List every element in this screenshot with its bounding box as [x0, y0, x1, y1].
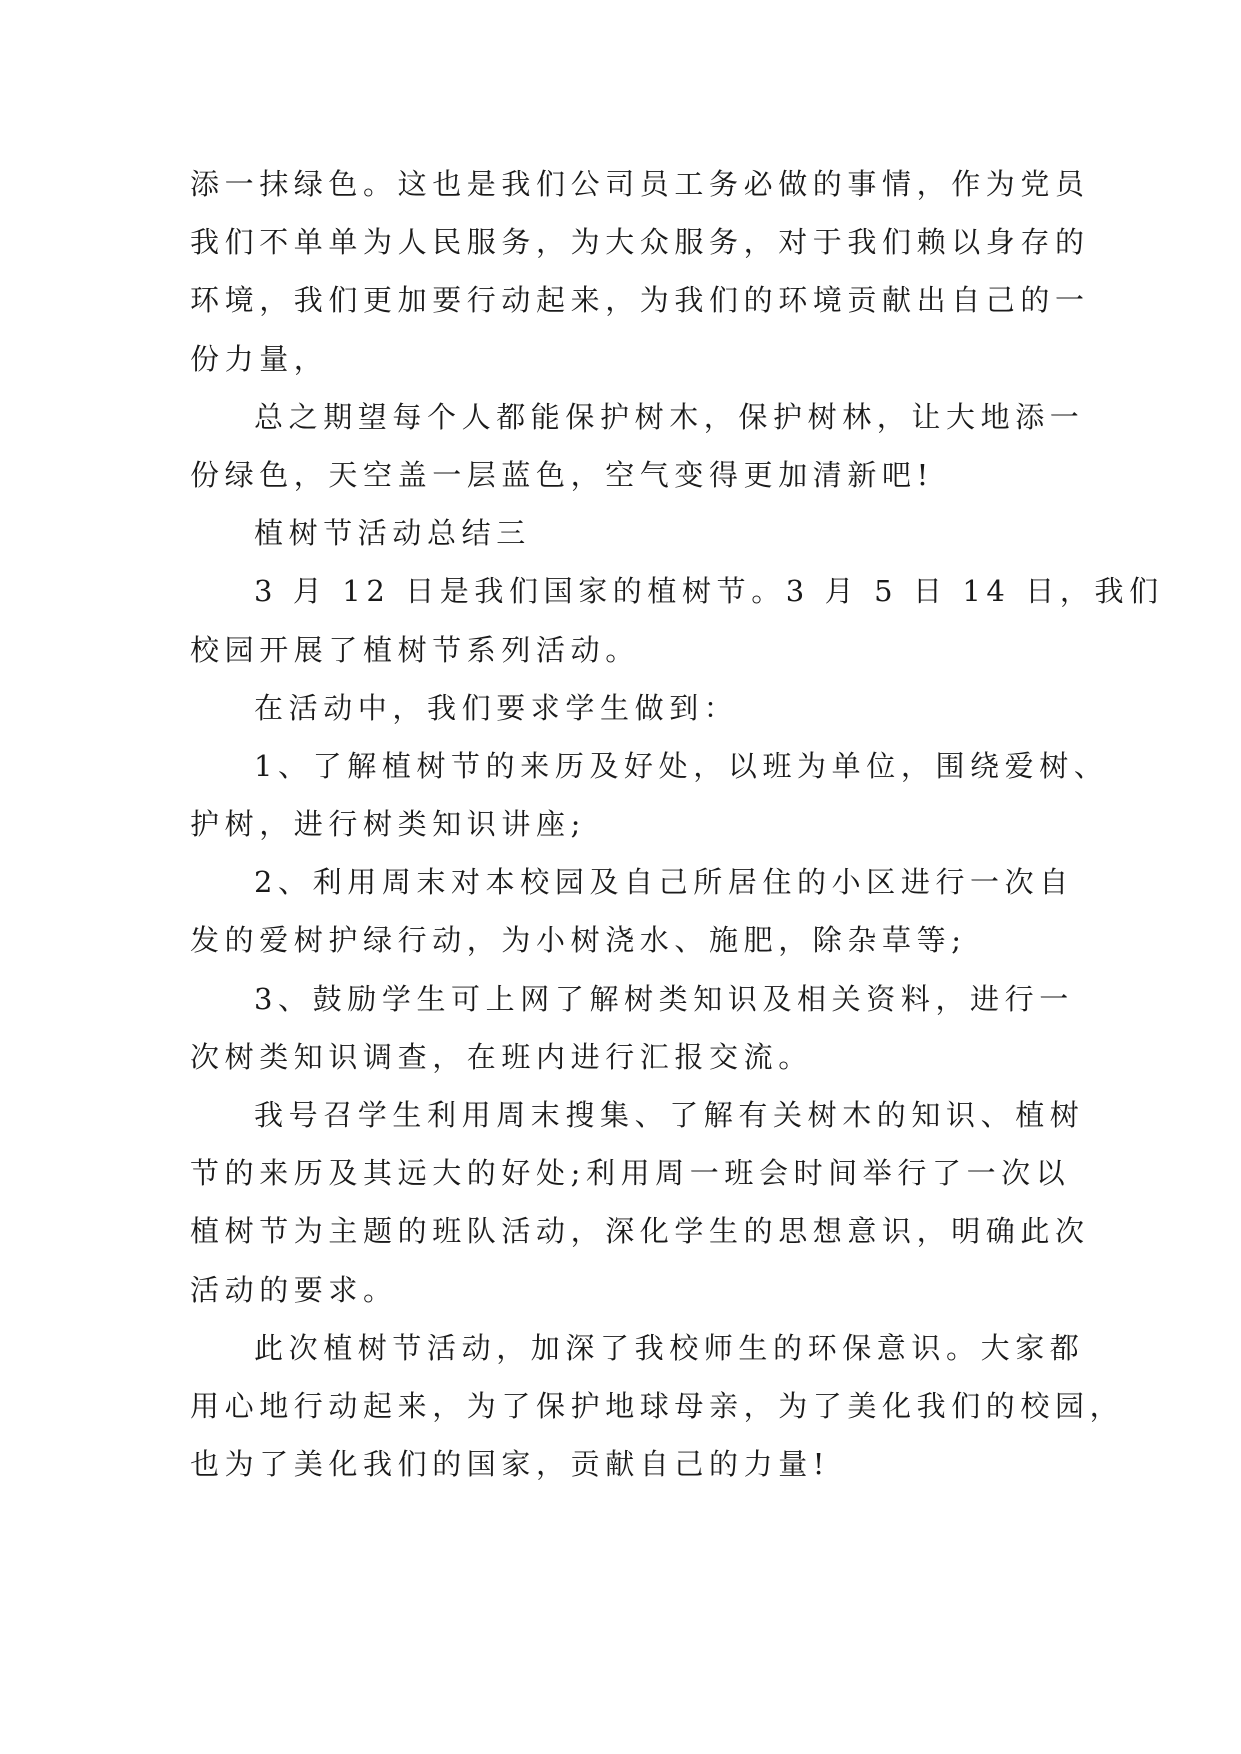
document-page [190, 155, 1164, 1493]
text-line: 份绿色，天空盖一层蓝色，空气变得更加清新吧! [190, 457, 934, 492]
text-line: 环境，我们更加要行动起来，为我们的环境贡献出自己的一 [190, 283, 1090, 318]
text-line: 用心地行动起来，为了保护地球母亲，为了美化我们的校园， [190, 1388, 1125, 1423]
text-line: 在活动中，我们要求学生做到： [254, 690, 739, 725]
text-line: 校园开展了植树节系列活动。 [190, 632, 640, 667]
text-line: 护树，进行树类知识讲座; [190, 807, 586, 842]
text-line: 也为了美化我们的国家，贡献自己的力量! [190, 1447, 831, 1482]
text-line: 活动的要求。 [190, 1272, 398, 1307]
text-line: 此次植树节活动，加深了我校师生的环保意识。大家都 [254, 1330, 1085, 1365]
text-line: 添一抹绿色。这也是我们公司员工务必做的事情，作为党员 [190, 167, 1090, 201]
text-line: 我们不单单为人民服务，为大众服务，对于我们赖以身存的 [190, 225, 1090, 260]
text-line: 发的爱树护绿行动，为小树浇水、施肥，除杂草等; [190, 923, 967, 958]
list-item: 1、了解植树节的来历及好处，以班为单位，围绕爱树、 [254, 748, 1109, 783]
text-line: 总之期望每个人都能保护树木，保护树林，让大地添一 [254, 399, 1085, 434]
text-line: 3 月 12 日是我们国家的植树节。3 月 5 日 14 日，我们 [254, 574, 1164, 609]
list-item: 2、利用周末对本校园及自己所居住的小区进行一次自 [254, 865, 1074, 900]
text-line: 节的来历及其远大的好处;利用周一班会时间举行了一次以 [190, 1156, 1071, 1191]
text-line: 次树类知识调查，在班内进行汇报交流。 [190, 1039, 813, 1074]
list-item: 3、鼓励学生可上网了解树类知识及相关资料，进行一 [254, 981, 1074, 1016]
text-line: 份力量， [190, 341, 329, 376]
section-heading: 植树节活动总结三 [254, 516, 531, 551]
text-line: 植树节为主题的班队活动，深化学生的思想意识，明确此次 [190, 1214, 1090, 1249]
text-line: 我号召学生利用周末搜集、了解有关树木的知识、植树 [254, 1098, 1085, 1132]
